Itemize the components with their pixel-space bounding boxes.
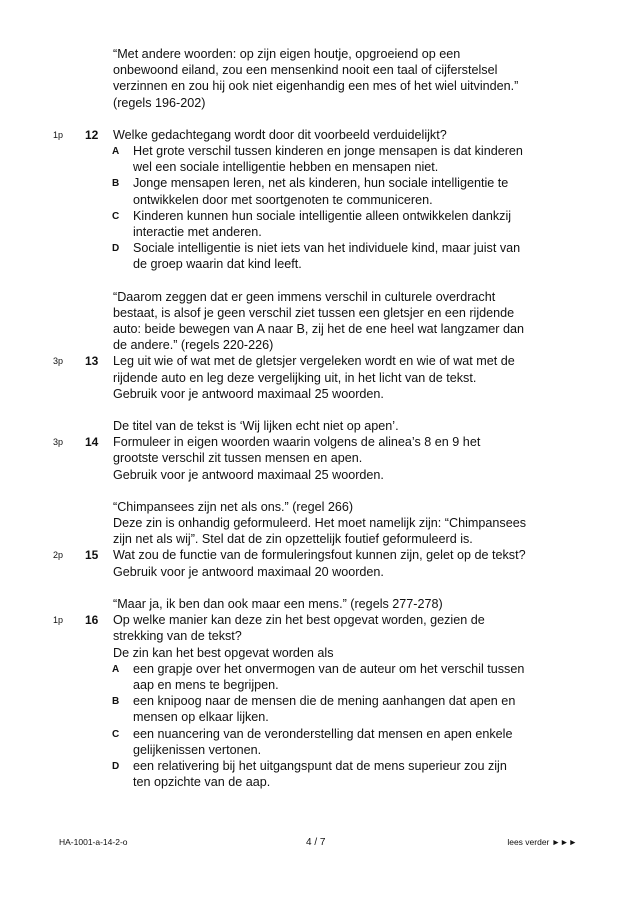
question-text: Gebruik voor je antwoord maximaal 25 woorden. [113, 467, 384, 482]
question-text: Gebruik voor je antwoord maximaal 25 woorden. [113, 386, 384, 401]
question-line [53, 353, 583, 369]
quote-line: “Daarom zeggen dat er geen immens verschil in culturele overdracht [113, 289, 496, 304]
quote-1 [0, 46, 636, 111]
question-text: Leg uit wie of wat met de gletsjer vergeleken wordt en wie of wat met de [113, 354, 515, 369]
option-text: aap en mens te begrijpen. [133, 677, 279, 692]
option-d [112, 758, 583, 790]
quote-line: (regels 196-202) [113, 95, 206, 110]
option-text: een grapje over het onvermogen van de auteur om het verschil tussen [133, 661, 525, 676]
quote-line: bestaat, is alsof je geen verschil ziet tussen een gletsjer en een rijdende [113, 305, 515, 320]
question-16 [0, 596, 636, 790]
question-14 [0, 418, 636, 483]
question-13 [0, 289, 636, 402]
option-text: een relativering bij het uitgangspunt dat de mens superieur zou zijn [133, 758, 507, 773]
option-d [112, 240, 583, 272]
question-text: rijdende auto en leg deze vergelijking uit, in het licht van de tekst. [113, 370, 477, 385]
question-15 [0, 499, 636, 580]
question-12 [0, 127, 636, 273]
option-text: Het grote verschil tussen kinderen en jonge mensapen is dat kinderen [133, 144, 523, 159]
option-text: de groep waarin dat kind leeft. [133, 257, 302, 272]
question-text: Welke gedachtegang wordt door dit voorbeeld verduidelijkt? [113, 127, 447, 142]
option-a [112, 661, 583, 693]
intro-line: “Chimpansees zijn net als ons.” (regel 266) [113, 499, 354, 514]
points-label: 1p [53, 615, 64, 626]
question-number: 16 [85, 613, 99, 628]
quote-line: “Met andere woorden: op zijn eigen houtje, opgroeiend op een [113, 47, 461, 61]
intro-line: De titel van de tekst is ‘Wij lijken echt niet op apen’. [113, 419, 399, 434]
option-b [112, 693, 583, 725]
page-content [0, 46, 636, 806]
question-number: 12 [85, 127, 99, 142]
intro-line: Deze zin is onhandig geformuleerd. Het moet namelijk zijn: “Chimpansees [113, 516, 526, 531]
intro-line: zijn net als wij”. Stel dat de zin opzettelijk foutief geformuleerd is. [113, 532, 473, 547]
option-text: mensen op elkaar lijken. [133, 710, 269, 725]
option-letter: B [112, 696, 120, 708]
question-line [53, 434, 583, 450]
option-text: een nuancering van de veronderstelling dat mensen en apen enkele [133, 726, 513, 741]
page-number: 4 / 7 [306, 837, 326, 848]
continue-label: lees verder ►►► [507, 837, 577, 847]
question-line [53, 127, 583, 143]
question-text: Gebruik voor je antwoord maximaal 20 woorden. [113, 564, 384, 579]
points-label: 1p [53, 129, 64, 140]
option-letter: B [112, 178, 120, 190]
quote-line: de andere.” (regels 220-226) [113, 338, 274, 353]
quote-line: onbewoond eiland, zou een mensenkind nooit een taal of cijferstelsel [113, 63, 498, 78]
option-letter: C [112, 728, 120, 740]
option-c [112, 726, 583, 758]
question-number: 13 [85, 354, 99, 369]
question-text: Wat zou de functie van de formuleringsfout kunnen zijn, gelet op de tekst? [113, 548, 526, 563]
quote-line: verzinnen en zou hij ook niet eigenhandig een mes of het wiel uitvinden.” [113, 79, 519, 94]
option-text: Kinderen kunnen hun sociale intelligentie alleen ontwikkelen dankzij [133, 208, 512, 223]
option-text: wel een sociale intelligentie hebben en mensapen niet. [133, 160, 439, 175]
option-letter: C [112, 210, 120, 222]
option-text: ontwikkelen door met soortgenoten te communiceren. [133, 192, 433, 207]
option-letter: A [112, 663, 120, 675]
exam-code: HA-1001-a-14-2-o [59, 837, 128, 847]
option-text: ten opzichte van de aap. [133, 775, 271, 790]
option-text: Jonge mensapen leren, net als kinderen, hun sociale intelligentie te [133, 176, 509, 191]
option-text: Sociale intelligentie is niet iets van het individuele kind, maar juist van [133, 241, 521, 256]
option-letter: D [112, 243, 120, 255]
option-text: een knipoog naar de mensen die de mening aanhangen dat apen en [133, 694, 516, 709]
question-line [53, 612, 583, 628]
points-label: 3p [53, 437, 64, 448]
points-label: 3p [53, 356, 64, 367]
quote-line: “Maar ja, ik ben dan ook maar een mens.” (regels 277-278) [113, 596, 443, 611]
option-b [112, 175, 583, 207]
points-label: 2p [53, 550, 64, 561]
question-text: strekking van de tekst? [113, 629, 242, 644]
question-number: 15 [85, 548, 99, 563]
option-text: gelijkenissen vertonen. [133, 742, 262, 757]
quote-line: auto: beide bewegen van A naar B, zij het de ene heel wat langzamer dan [113, 322, 524, 337]
question-number: 14 [85, 435, 99, 450]
option-a [112, 143, 583, 175]
question-line [53, 547, 583, 563]
option-letter: D [112, 760, 120, 772]
option-letter: A [112, 146, 120, 158]
question-text: De zin kan het best opgevat worden als [113, 645, 334, 660]
question-text: Formuleer in eigen woorden waarin volgens de alinea’s 8 en 9 het [113, 435, 481, 450]
question-text: Op welke manier kan deze zin het best opgevat worden, gezien de [113, 613, 485, 628]
question-text: grootste verschil zit tussen mensen en apen. [113, 451, 363, 466]
option-c [112, 208, 583, 240]
option-text: interactie met anderen. [133, 225, 262, 240]
